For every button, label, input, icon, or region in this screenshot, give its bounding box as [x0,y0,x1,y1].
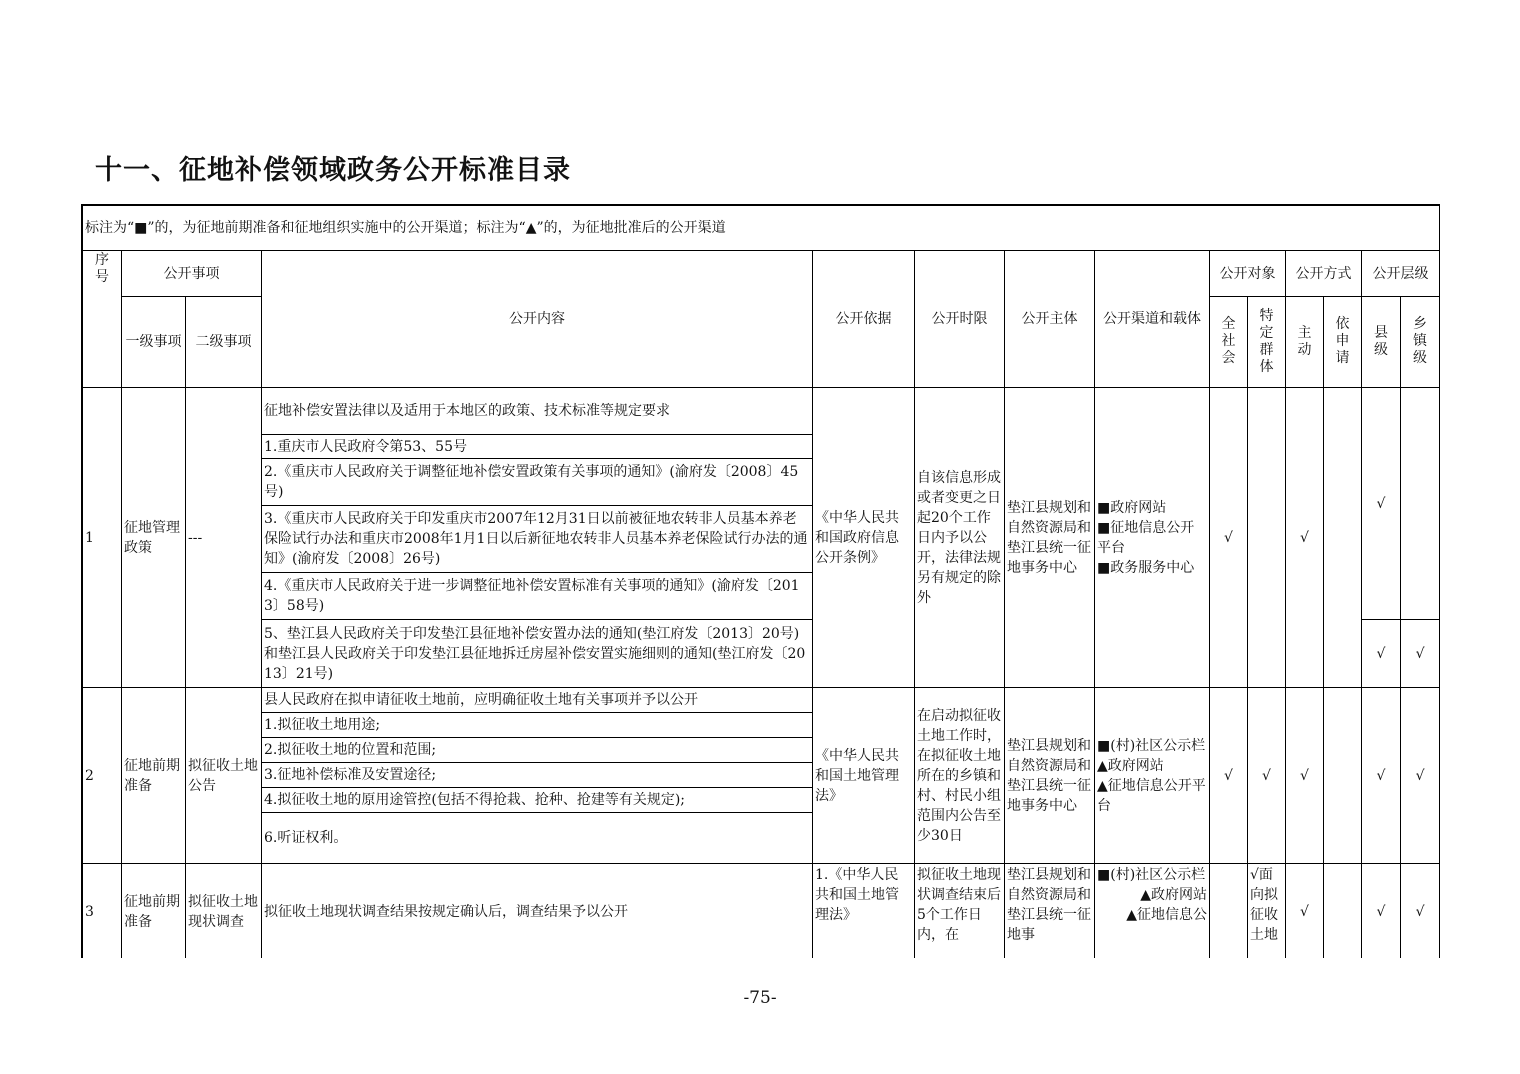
row2-basis: 《中华人民共和国土地管理法》 [813,688,915,864]
row1-basis: 《中华人民共和国政府信息公开条例》 [813,388,915,688]
header-content: 公开内容 [262,251,813,388]
header-channel: 公开渠道和载体 [1095,251,1210,388]
row3-channel-2: ▲征地信息公 [1126,907,1207,923]
row1-deadline: 自该信息形成或者变更之日起20个工作日内予以公开，法律法规另有规定的除外 [915,388,1005,688]
row3-target-all [1210,864,1248,959]
row2-method-apply [1324,688,1362,864]
row2-target-all: √ [1210,688,1248,864]
row2-channel-0: ■(村)社区公示栏▲政府网站 [1097,737,1206,774]
row3-basis: 1.《中华人民共和国土地管理法》 [813,864,915,959]
row2-level-town: √ [1401,688,1440,864]
row2-content-5: 6.听证权利。 [262,813,813,864]
row1-channel-2: ■政务服务中心 [1097,559,1195,576]
header-method-active: 主动 [1286,297,1324,388]
row1-subject: 垫江县规划和自然资源局和垫江县统一征地事务中心 [1005,388,1095,688]
row2-method-active: √ [1286,688,1324,864]
row2-level1: 征地前期准备 [122,688,186,864]
row1-channel [1095,388,1210,688]
header-basis: 公开依据 [813,251,915,388]
header-deadline: 公开时限 [915,251,1005,388]
row3-level-town: √ [1401,864,1440,959]
header-level1: 一级事项 [122,297,186,388]
row1-content-3: 3.《重庆市人民政府关于印发重庆市2007年12月31日以前被征地农转非人员基本养老保险试行办法和重庆市2008年1月1日以后新征地农转非人员基本养老保险试行办法的通知》(渝府发〔2008〕26号) [262,506,813,573]
row3-channel-0: ■(村)社区公示栏 [1097,867,1206,883]
row1-level-county-b: √ [1362,620,1401,688]
row3-content: 拟征收土地现状调查结果按规定确认后，调查结果予以公开 [262,864,813,959]
row2-channel-1: ▲征地信息公开平台 [1097,777,1206,814]
row1-level-town-b: √ [1401,620,1440,688]
row1-level-county-a: √ [1362,388,1401,620]
row1-level2: --- [186,388,262,688]
header-target-group: 特定群体 [1248,297,1286,388]
row2-seq: 2 [83,688,122,864]
row1-content-1: 1.重庆市人民政府令第53、55号 [262,435,813,459]
header-level-town: 乡镇级 [1401,297,1440,388]
row3-level2: 拟征收土地现状调查 [186,864,262,959]
catalog-table [81,204,1440,958]
row3-method-apply [1324,864,1362,959]
row1-channel-0: ■政府网站 [1097,499,1167,516]
header-level2: 二级事项 [186,297,262,388]
row1-content-5: 5、垫江县人民政府关于印发垫江县征地补偿安置办法的通知(垫江府发〔2013〕20号)和垫江县人民政府关于印发垫江县征地拆迁房屋补偿安置实施细则的通知(垫江府发〔2013〕21号) [262,620,813,688]
row3-channel-1: ▲政府网站 [1140,887,1207,903]
row2-deadline: 在启动拟征收土地工作时，在拟征收土地所在的乡镇和村、村民小组范围内公告至少30日 [915,688,1005,864]
row2-subject: 垫江县规划和自然资源局和垫江县统一征地事务中心 [1005,688,1095,864]
header-subject: 公开主体 [1005,251,1095,388]
row1-target-all: √ [1210,388,1248,688]
row1-method-active: √ [1286,388,1324,688]
row2-content-0: 县人民政府在拟申请征收土地前，应明确征收土地有关事项并予以公开 [262,688,813,713]
legend-note: 标注为“■”的，为征地前期准备和征地组织实施中的公开渠道；标注为“▲”的，为征地批准后的公开渠道 [83,206,1440,251]
row2-content-4: 4.拟征收土地的原用途管控(包括不得抢栽、抢种、抢建等有关规定); [262,788,813,813]
row1-level-town-a [1401,388,1440,620]
row3-method-active: √ [1286,864,1324,959]
header-level-county: 县级 [1362,297,1401,388]
header-level: 公开层级 [1362,251,1440,297]
page-title: 十一、征地补偿领域政务公开标准目录 [95,155,571,186]
row1-content-0: 征地补偿安置法律以及适用于本地区的政策、技术标准等规定要求 [262,388,813,435]
row1-seq: 1 [83,388,122,688]
row3-seq: 3 [83,864,122,959]
row2-content-3: 3.征地补偿标准及安置途径; [262,763,813,788]
row1-level1: 征地管理政策 [122,388,186,688]
row2-level2: 拟征收土地公告 [186,688,262,864]
row2-content-1: 1.拟征收土地用途; [262,713,813,738]
row1-method-apply [1324,388,1362,688]
row3-deadline: 拟征收土地现状调查结束后5个工作日内，在 [915,864,1005,959]
row1-channel-1: ■征地信息公开平台 [1097,519,1195,556]
page-number: -75- [743,988,777,1008]
header-items: 公开事项 [122,251,262,297]
row2-content-2: 2.拟征收土地的位置和范围; [262,738,813,763]
row3-level1: 征地前期准备 [122,864,186,959]
row2-channel [1095,688,1210,864]
header-seq: 序号 [83,251,122,388]
row3-level-county: √ [1362,864,1401,959]
header-method: 公开方式 [1286,251,1362,297]
row2-target-group: √ [1248,688,1286,864]
row1-target-group [1248,388,1286,688]
header-target: 公开对象 [1210,251,1286,297]
row3-subject: 垫江县规划和自然资源局和垫江县统一征地事 [1005,864,1095,959]
row1-content-2: 2.《重庆市人民政府关于调整征地补偿安置政策有关事项的通知》(渝府发〔2008〕45号) [262,459,813,506]
row2-level-county: √ [1362,688,1401,864]
row3-target-group: √面向拟征收土地 [1248,864,1286,959]
row3-channel [1095,864,1210,959]
header-method-apply: 依申请 [1324,297,1362,388]
row1-content-4: 4.《重庆市人民政府关于进一步调整征地补偿安置标准有关事项的通知》(渝府发〔2013〕58号) [262,573,813,620]
header-target-all: 全社会 [1210,297,1248,388]
